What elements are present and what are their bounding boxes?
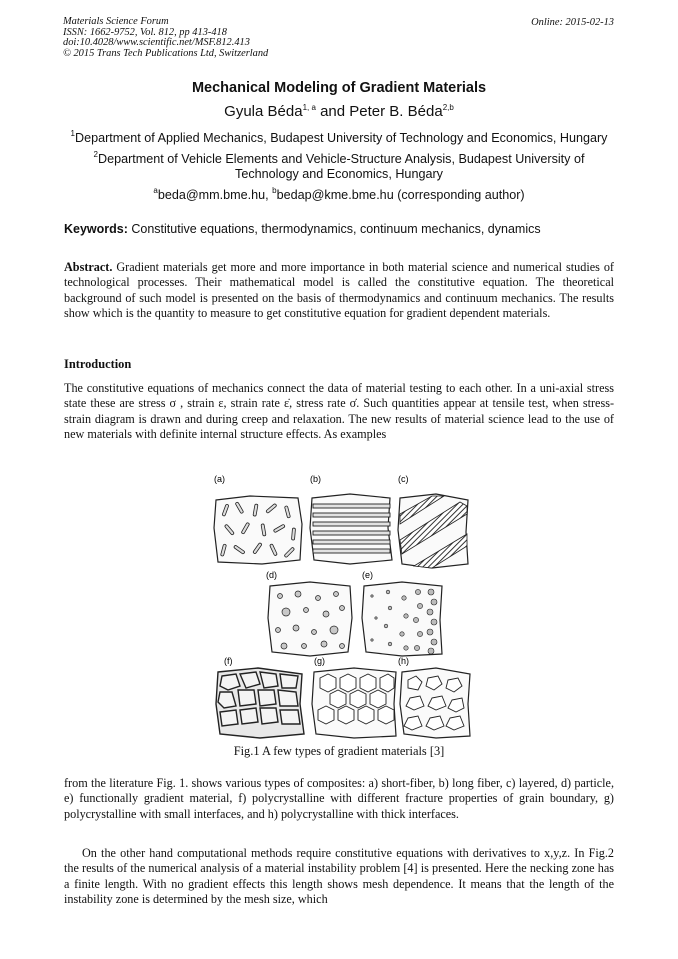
figure-label-e: (e) [362, 570, 373, 580]
email-a-sup: a [153, 186, 158, 195]
figure-label-b: (b) [310, 474, 321, 484]
intro-text-b: , strain [176, 396, 219, 411]
copyright: © 2015 Trans Tech Publications Ltd, Switzerland [63, 47, 269, 59]
figure-label-c: (c) [398, 474, 409, 484]
email-b-sup: b [272, 186, 277, 195]
journal-name: Materials Science Forum [63, 16, 169, 27]
keywords [64, 222, 616, 236]
keywords-label: Keywords: [64, 222, 128, 236]
intro-text-d: , stress rate [289, 396, 350, 411]
emails [60, 188, 618, 202]
symbol-epsilon-dot: ε̇ [284, 396, 290, 411]
author-2: Peter B. Béda [349, 103, 443, 120]
affiliation-2-line1: Department of Vehicle Elements and Vehicle-Structure Analysis, Budapest University of [97, 152, 585, 166]
symbol-sigma: σ [169, 396, 177, 411]
email-a[interactable]: beda@mm.bme.hu, [157, 188, 273, 202]
keywords-text: Constitutive equations, thermodynamics, continuum mechanics, dynamics [127, 222, 541, 236]
panel-b-long-fiber [310, 494, 392, 564]
introduction-heading: Introduction [64, 357, 132, 371]
authors [60, 103, 618, 120]
affiliation-2 [60, 152, 618, 182]
author-2-sup: 2,b [442, 103, 454, 112]
figure-caption: Fig.1 A few types of gradient materials [3] [233, 744, 445, 758]
issn: ISSN: 1662-9752, Vol. 812, pp 413-418 [63, 26, 227, 38]
abstract [64, 260, 614, 321]
panel-f-polycrystalline [216, 668, 304, 738]
symbol-epsilon: ε [218, 396, 224, 411]
affiliation-1-sup: 1 [70, 129, 75, 138]
abstract-label: Abstract. [64, 260, 113, 274]
figure-label-f: (f) [224, 656, 233, 666]
authors-and: and [315, 103, 350, 120]
panel-h-thick-interfaces [400, 668, 470, 738]
author-1: Gyula Béda [224, 103, 303, 120]
intro-text-e: . Such quantities appear at tensile test, when stress-strain diagram is drawn and during creep and relaxation. The new results of material science lead to the use of new materials with definite internal structure effects. As examples [64, 396, 615, 441]
figure-label-a: (a) [214, 474, 225, 484]
affiliation-1 [60, 131, 618, 145]
doi: doi:10.4028/www.scientific.net/MSF.812.413 [63, 37, 250, 49]
panel-d-particle [268, 582, 352, 656]
body-paragraph-1: from the literature Fig. 1. shows various types of composites: a) short-fiber, b) long fiber, c) layered, d) particle, e) functionally gradient material, f) polycrystalline with different fracture properties of grain boundary, g) polycrystalline with small interfaces, and h) polycrystalline with thick interfaces. [64, 776, 614, 821]
intro-text-a: The constitutive equations of mechanics connect the data of material testing to each other. In a uni-axial stress state these are stress [64, 381, 614, 411]
affiliation-1-text: Department of Applied Mechanics, Budapest University of Technology and Economics, Hungary [74, 131, 608, 145]
online-date: Online: 2015-02-13 [531, 17, 614, 28]
email-b[interactable]: bedap@kme.bme.hu (corresponding author) [276, 188, 525, 202]
author-1-sup: 1, a [302, 103, 316, 112]
panel-g-small-interfaces [312, 668, 396, 738]
figure-label-h: (h) [398, 656, 409, 666]
affiliation-2-line2: Technology and Economics, Hungary [235, 167, 443, 181]
panel-e-functionally-gradient [362, 582, 442, 656]
figure-label-d: (d) [266, 570, 277, 580]
panel-c-layered [398, 494, 468, 568]
abstract-text: Gradient materials get more and more importance in both material science and numerical studies of technological processes. Their mathematical model is called the constitutive equation. The theoretical background of such model is presented on the basis of thermodynamics and continuum mechanics. The results show which is the quantity to measure to get constitutive equation for gradient dependent materials. [64, 260, 614, 320]
paper-title: Mechanical Modeling of Gradient Materials [191, 80, 487, 96]
figure-1-gradient-materials [210, 468, 472, 740]
journal-header [63, 17, 268, 59]
affiliation-2-sup: 2 [93, 150, 98, 159]
symbol-sigma-dot: σ̇ [349, 396, 357, 411]
introduction-paragraph [64, 381, 614, 442]
panel-a-short-fiber [214, 496, 302, 564]
intro-text-c: , strain rate [223, 396, 285, 411]
body-paragraph-2: On the other hand computational methods require constitutive equations with derivatives to x,y,z. In Fig.2 the results of the numerical analysis of a material instability problem [4] is presented. Here the necking zone has a finite length. With no gradient effects this length shows mesh dependence. It means that the length of the instability zone is determined by the mesh size, which [64, 846, 614, 906]
figure-label-g: (g) [314, 656, 325, 666]
